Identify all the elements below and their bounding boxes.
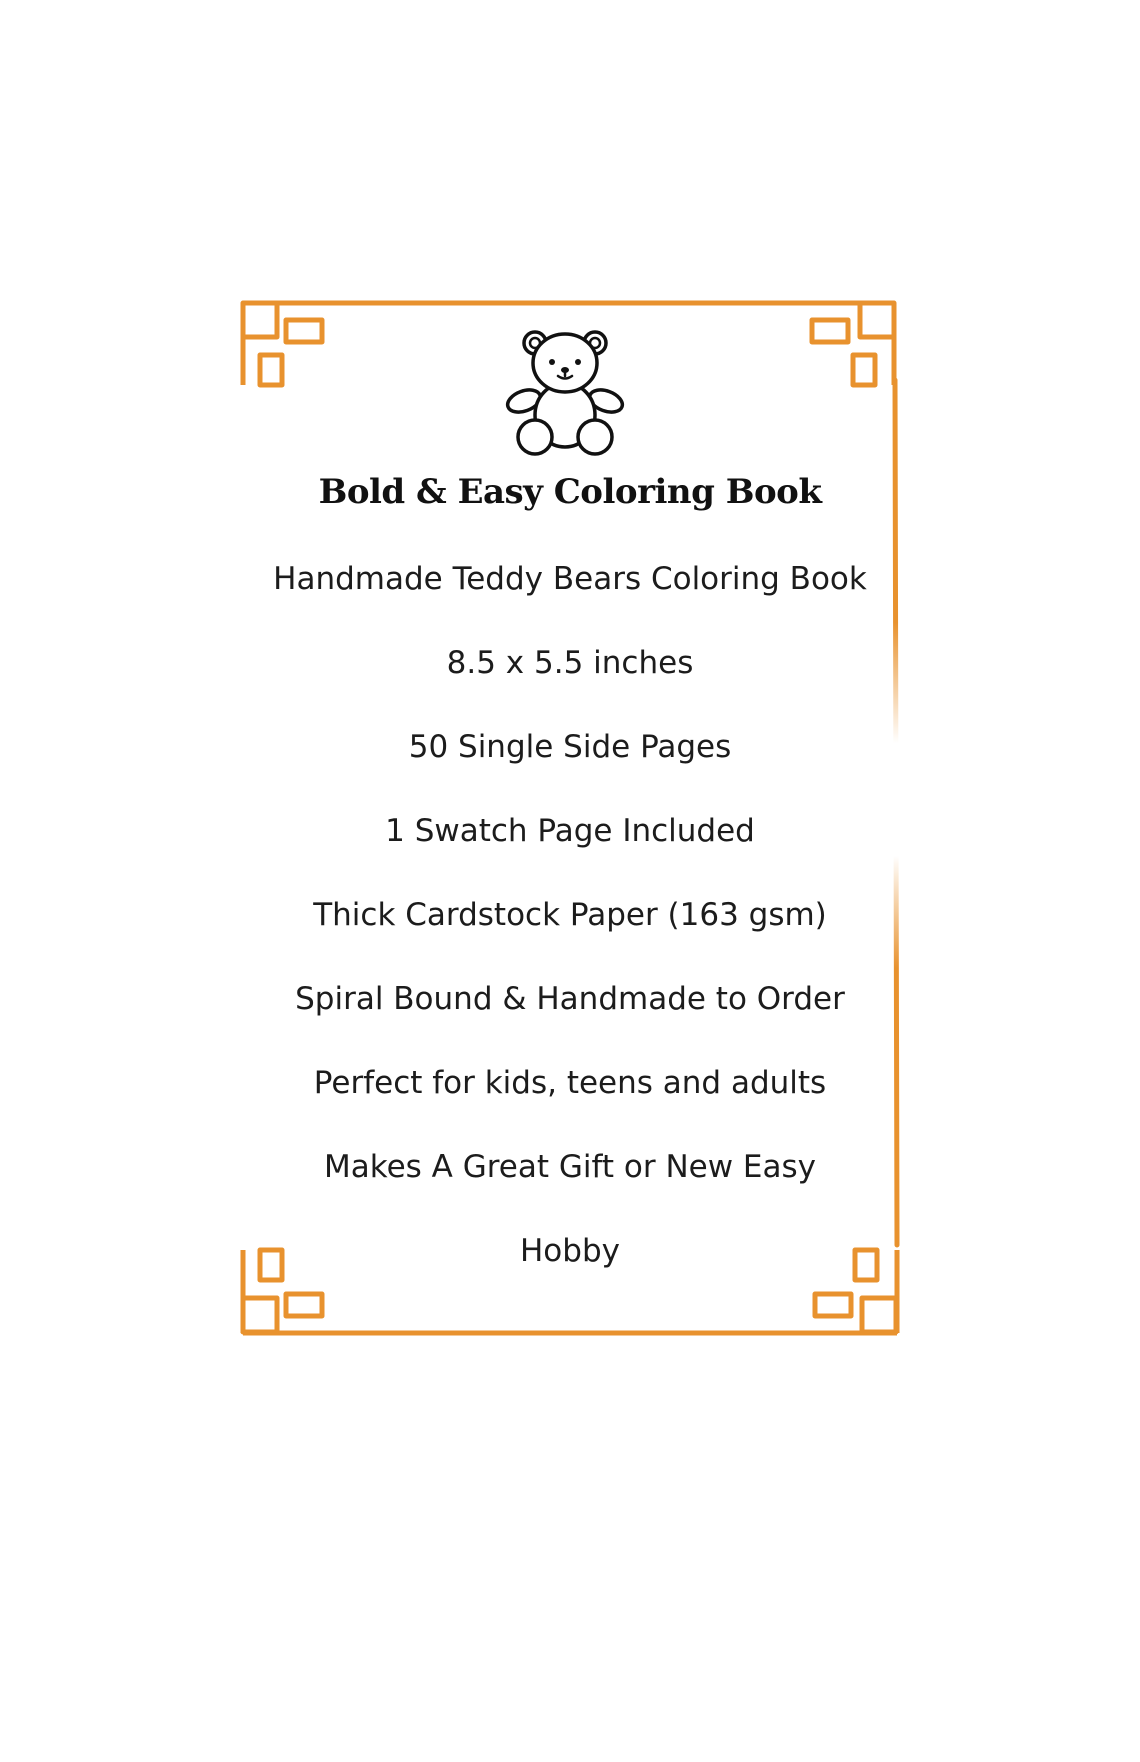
detail-line: Perfect for kids, teens and adults <box>313 1065 827 1101</box>
detail-line: Makes A Great Gift or New Easy <box>323 1149 817 1185</box>
detail-line: 1 Swatch Page Included <box>385 813 755 849</box>
corner-ornament-top-right <box>812 303 894 385</box>
book-title: Bold & Easy Coloring Book <box>318 472 822 512</box>
detail-line: Handmade Teddy Bears Coloring Book <box>273 561 867 597</box>
detail-line: Spiral Bound & Handmade to Order <box>295 981 845 1017</box>
detail-line: 8.5 x 5.5 inches <box>446 645 694 681</box>
detail-line: Thick Cardstock Paper (163 gsm) <box>313 897 827 933</box>
teddy-bear-icon <box>505 325 625 461</box>
detail-line: 50 Single Side Pages <box>408 729 732 765</box>
corner-ornament-top-left <box>243 303 322 385</box>
detail-line: Hobby <box>520 1233 620 1269</box>
